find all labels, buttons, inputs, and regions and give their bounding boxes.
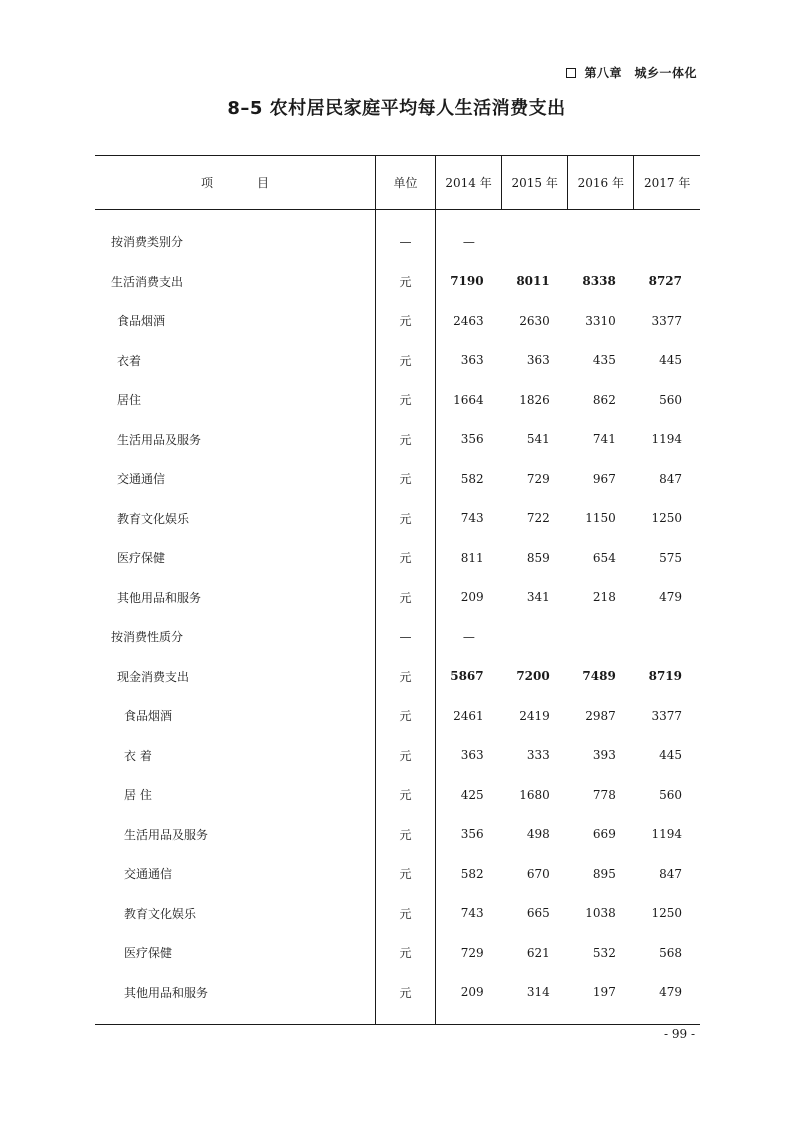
header-year-2017: 2017 年 <box>634 156 700 210</box>
table-row <box>95 696 700 736</box>
row-value-2014: — <box>462 629 475 644</box>
table-row <box>95 341 700 381</box>
consumption-table <box>95 155 700 1025</box>
row-value-2016: 1150 <box>585 511 616 526</box>
row-value-2015: 722 <box>526 511 550 526</box>
row-unit: 元 <box>375 578 435 618</box>
row-value-2015 <box>502 617 568 657</box>
table-row <box>95 538 700 578</box>
row-value-2017: 847 <box>659 866 682 881</box>
table-row <box>95 657 700 697</box>
row-value-2015: 7200 <box>516 669 550 684</box>
row-value-2017: 8719 <box>648 669 682 684</box>
table-spacer-top <box>95 210 700 223</box>
row-value-2015: 2630 <box>519 313 550 328</box>
row-label: 按消费性质分 <box>111 630 184 645</box>
row-value-2017: 8727 <box>648 274 682 289</box>
row-value-2015: 363 <box>526 353 550 368</box>
row-unit: 元 <box>375 380 435 420</box>
row-value-2017: 1194 <box>651 827 682 842</box>
row-value-2017: 445 <box>659 748 682 763</box>
row-value-2015: 729 <box>526 471 550 486</box>
table-spacer-bottom <box>95 1012 700 1025</box>
row-value-2017: 560 <box>659 787 682 802</box>
header-year-2016: 2016 年 <box>568 156 634 210</box>
row-value-2016: 3310 <box>585 313 616 328</box>
row-label: 生活消费支出 <box>111 274 184 289</box>
row-value-2014: 729 <box>460 945 484 960</box>
chapter-box-icon <box>566 68 576 78</box>
table-row <box>95 736 700 776</box>
row-value-2015: 498 <box>526 827 550 842</box>
row-label: 医疗保健 <box>124 946 173 961</box>
table-header-row <box>95 156 700 210</box>
row-unit: 元 <box>375 973 435 1013</box>
row-unit: 元 <box>375 815 435 855</box>
row-value-2016: 669 <box>592 827 616 842</box>
row-value-2014: 811 <box>460 550 484 565</box>
row-value-2016: 532 <box>592 945 616 960</box>
table-row <box>95 854 700 894</box>
row-value-2016: 8338 <box>582 274 616 289</box>
chapter-header <box>566 64 697 81</box>
table-row <box>95 578 700 618</box>
table-row <box>95 894 700 934</box>
row-value-2016: 435 <box>592 353 616 368</box>
row-unit: 元 <box>375 262 435 302</box>
row-value-2015: 1680 <box>519 787 550 802</box>
row-value-2014: 743 <box>460 511 484 526</box>
row-label: 食品烟酒 <box>117 314 166 329</box>
row-label: 教育文化娱乐 <box>117 511 190 526</box>
header-year-2015: 2015 年 <box>502 156 568 210</box>
chapter-label: 第八章 城乡一体化 <box>584 66 697 80</box>
table-row <box>95 499 700 539</box>
table-row <box>95 815 700 855</box>
row-value-2017: 479 <box>659 985 682 1000</box>
table-row <box>95 933 700 973</box>
row-value-2014: 363 <box>460 748 484 763</box>
row-unit: 元 <box>375 301 435 341</box>
row-value-2016: 778 <box>592 787 616 802</box>
row-value-2015: 621 <box>526 945 550 960</box>
table-row <box>95 973 700 1013</box>
row-value-2017 <box>634 222 700 262</box>
row-unit: 元 <box>375 499 435 539</box>
row-value-2017: 568 <box>659 945 682 960</box>
table-row <box>95 380 700 420</box>
row-value-2015: 665 <box>526 906 550 921</box>
row-value-2016: 7489 <box>582 669 616 684</box>
row-value-2014: 582 <box>460 866 484 881</box>
row-value-2016: 2987 <box>585 708 616 723</box>
row-value-2016: 393 <box>592 748 616 763</box>
row-value-2016 <box>568 222 634 262</box>
row-label: 生活用品及服务 <box>117 432 202 447</box>
row-unit: 元 <box>375 933 435 973</box>
row-value-2016: 741 <box>592 432 616 447</box>
row-value-2014: 5867 <box>450 669 484 684</box>
table-row <box>95 420 700 460</box>
table-row <box>95 262 700 302</box>
row-label: 其他用品和服务 <box>124 985 209 1000</box>
row-label: 衣 着 <box>124 748 152 763</box>
header-unit: 单位 <box>375 156 435 210</box>
row-value-2017: 445 <box>659 353 682 368</box>
row-value-2015: 541 <box>526 432 550 447</box>
row-value-2014: 2463 <box>453 313 484 328</box>
page-title: 8–5 农村居民家庭平均每人生活消费支出 <box>227 98 566 119</box>
row-value-2017 <box>634 617 700 657</box>
row-label: 其他用品和服务 <box>117 590 202 605</box>
row-unit: 元 <box>375 420 435 460</box>
row-value-2014: 425 <box>460 787 484 802</box>
table-body <box>95 210 700 1025</box>
row-value-2014: 2461 <box>453 708 484 723</box>
row-value-2014: 1664 <box>453 392 484 407</box>
row-value-2014: — <box>462 234 475 249</box>
row-label: 居住 <box>117 393 142 408</box>
row-value-2017: 1194 <box>651 432 682 447</box>
table-row <box>95 222 700 262</box>
row-value-2014: 582 <box>460 471 484 486</box>
row-value-2017: 1250 <box>651 511 682 526</box>
table-row <box>95 617 700 657</box>
header-item: 项目 <box>95 156 375 210</box>
row-value-2015: 314 <box>526 985 550 1000</box>
row-value-2016: 862 <box>592 392 616 407</box>
row-value-2017: 1250 <box>651 906 682 921</box>
row-unit: 元 <box>375 775 435 815</box>
row-value-2015: 8011 <box>516 274 550 289</box>
row-value-2014: 7190 <box>450 274 484 289</box>
row-value-2015: 333 <box>526 748 550 763</box>
row-value-2016: 967 <box>592 471 616 486</box>
row-value-2015 <box>502 222 568 262</box>
row-value-2017: 3377 <box>651 708 682 723</box>
row-unit: 元 <box>375 538 435 578</box>
row-label: 交通通信 <box>117 472 166 487</box>
row-label: 食品烟酒 <box>124 709 173 724</box>
row-value-2017: 847 <box>659 471 682 486</box>
row-unit: — <box>375 222 435 262</box>
row-unit: — <box>375 617 435 657</box>
row-value-2016: 218 <box>592 590 616 605</box>
row-value-2014: 209 <box>460 985 484 1000</box>
row-value-2017: 3377 <box>651 313 682 328</box>
row-value-2014: 209 <box>460 590 484 605</box>
row-value-2015: 1826 <box>519 392 550 407</box>
row-value-2014: 356 <box>460 827 484 842</box>
row-label: 生活用品及服务 <box>124 827 209 842</box>
row-label: 按消费类别分 <box>111 235 184 250</box>
page-number: - 99 - <box>663 1027 695 1041</box>
row-value-2017: 575 <box>659 550 682 565</box>
row-unit: 元 <box>375 736 435 776</box>
row-label: 教育文化娱乐 <box>124 906 197 921</box>
row-value-2015: 2419 <box>519 708 550 723</box>
row-unit: 元 <box>375 854 435 894</box>
row-value-2016: 197 <box>592 985 616 1000</box>
row-value-2017: 479 <box>659 590 682 605</box>
table-row <box>95 459 700 499</box>
row-unit: 元 <box>375 894 435 934</box>
row-label: 现金消费支出 <box>117 669 190 684</box>
row-value-2015: 341 <box>526 590 550 605</box>
row-value-2014: 356 <box>460 432 484 447</box>
row-label: 交通通信 <box>124 867 173 882</box>
row-value-2016 <box>568 617 634 657</box>
row-unit: 元 <box>375 657 435 697</box>
row-label: 居 住 <box>124 788 152 803</box>
table-row <box>95 301 700 341</box>
row-unit: 元 <box>375 459 435 499</box>
header-year-2014: 2014 年 <box>436 156 502 210</box>
table-row <box>95 775 700 815</box>
row-value-2014: 743 <box>460 906 484 921</box>
row-value-2015: 859 <box>526 550 550 565</box>
row-unit: 元 <box>375 341 435 381</box>
row-value-2016: 1038 <box>585 906 616 921</box>
row-value-2017: 560 <box>659 392 682 407</box>
row-value-2016: 654 <box>592 550 616 565</box>
row-unit: 元 <box>375 696 435 736</box>
row-value-2015: 670 <box>526 866 550 881</box>
row-label: 医疗保健 <box>117 551 166 566</box>
row-value-2016: 895 <box>592 866 616 881</box>
row-value-2014: 363 <box>460 353 484 368</box>
row-label: 衣着 <box>117 353 142 368</box>
